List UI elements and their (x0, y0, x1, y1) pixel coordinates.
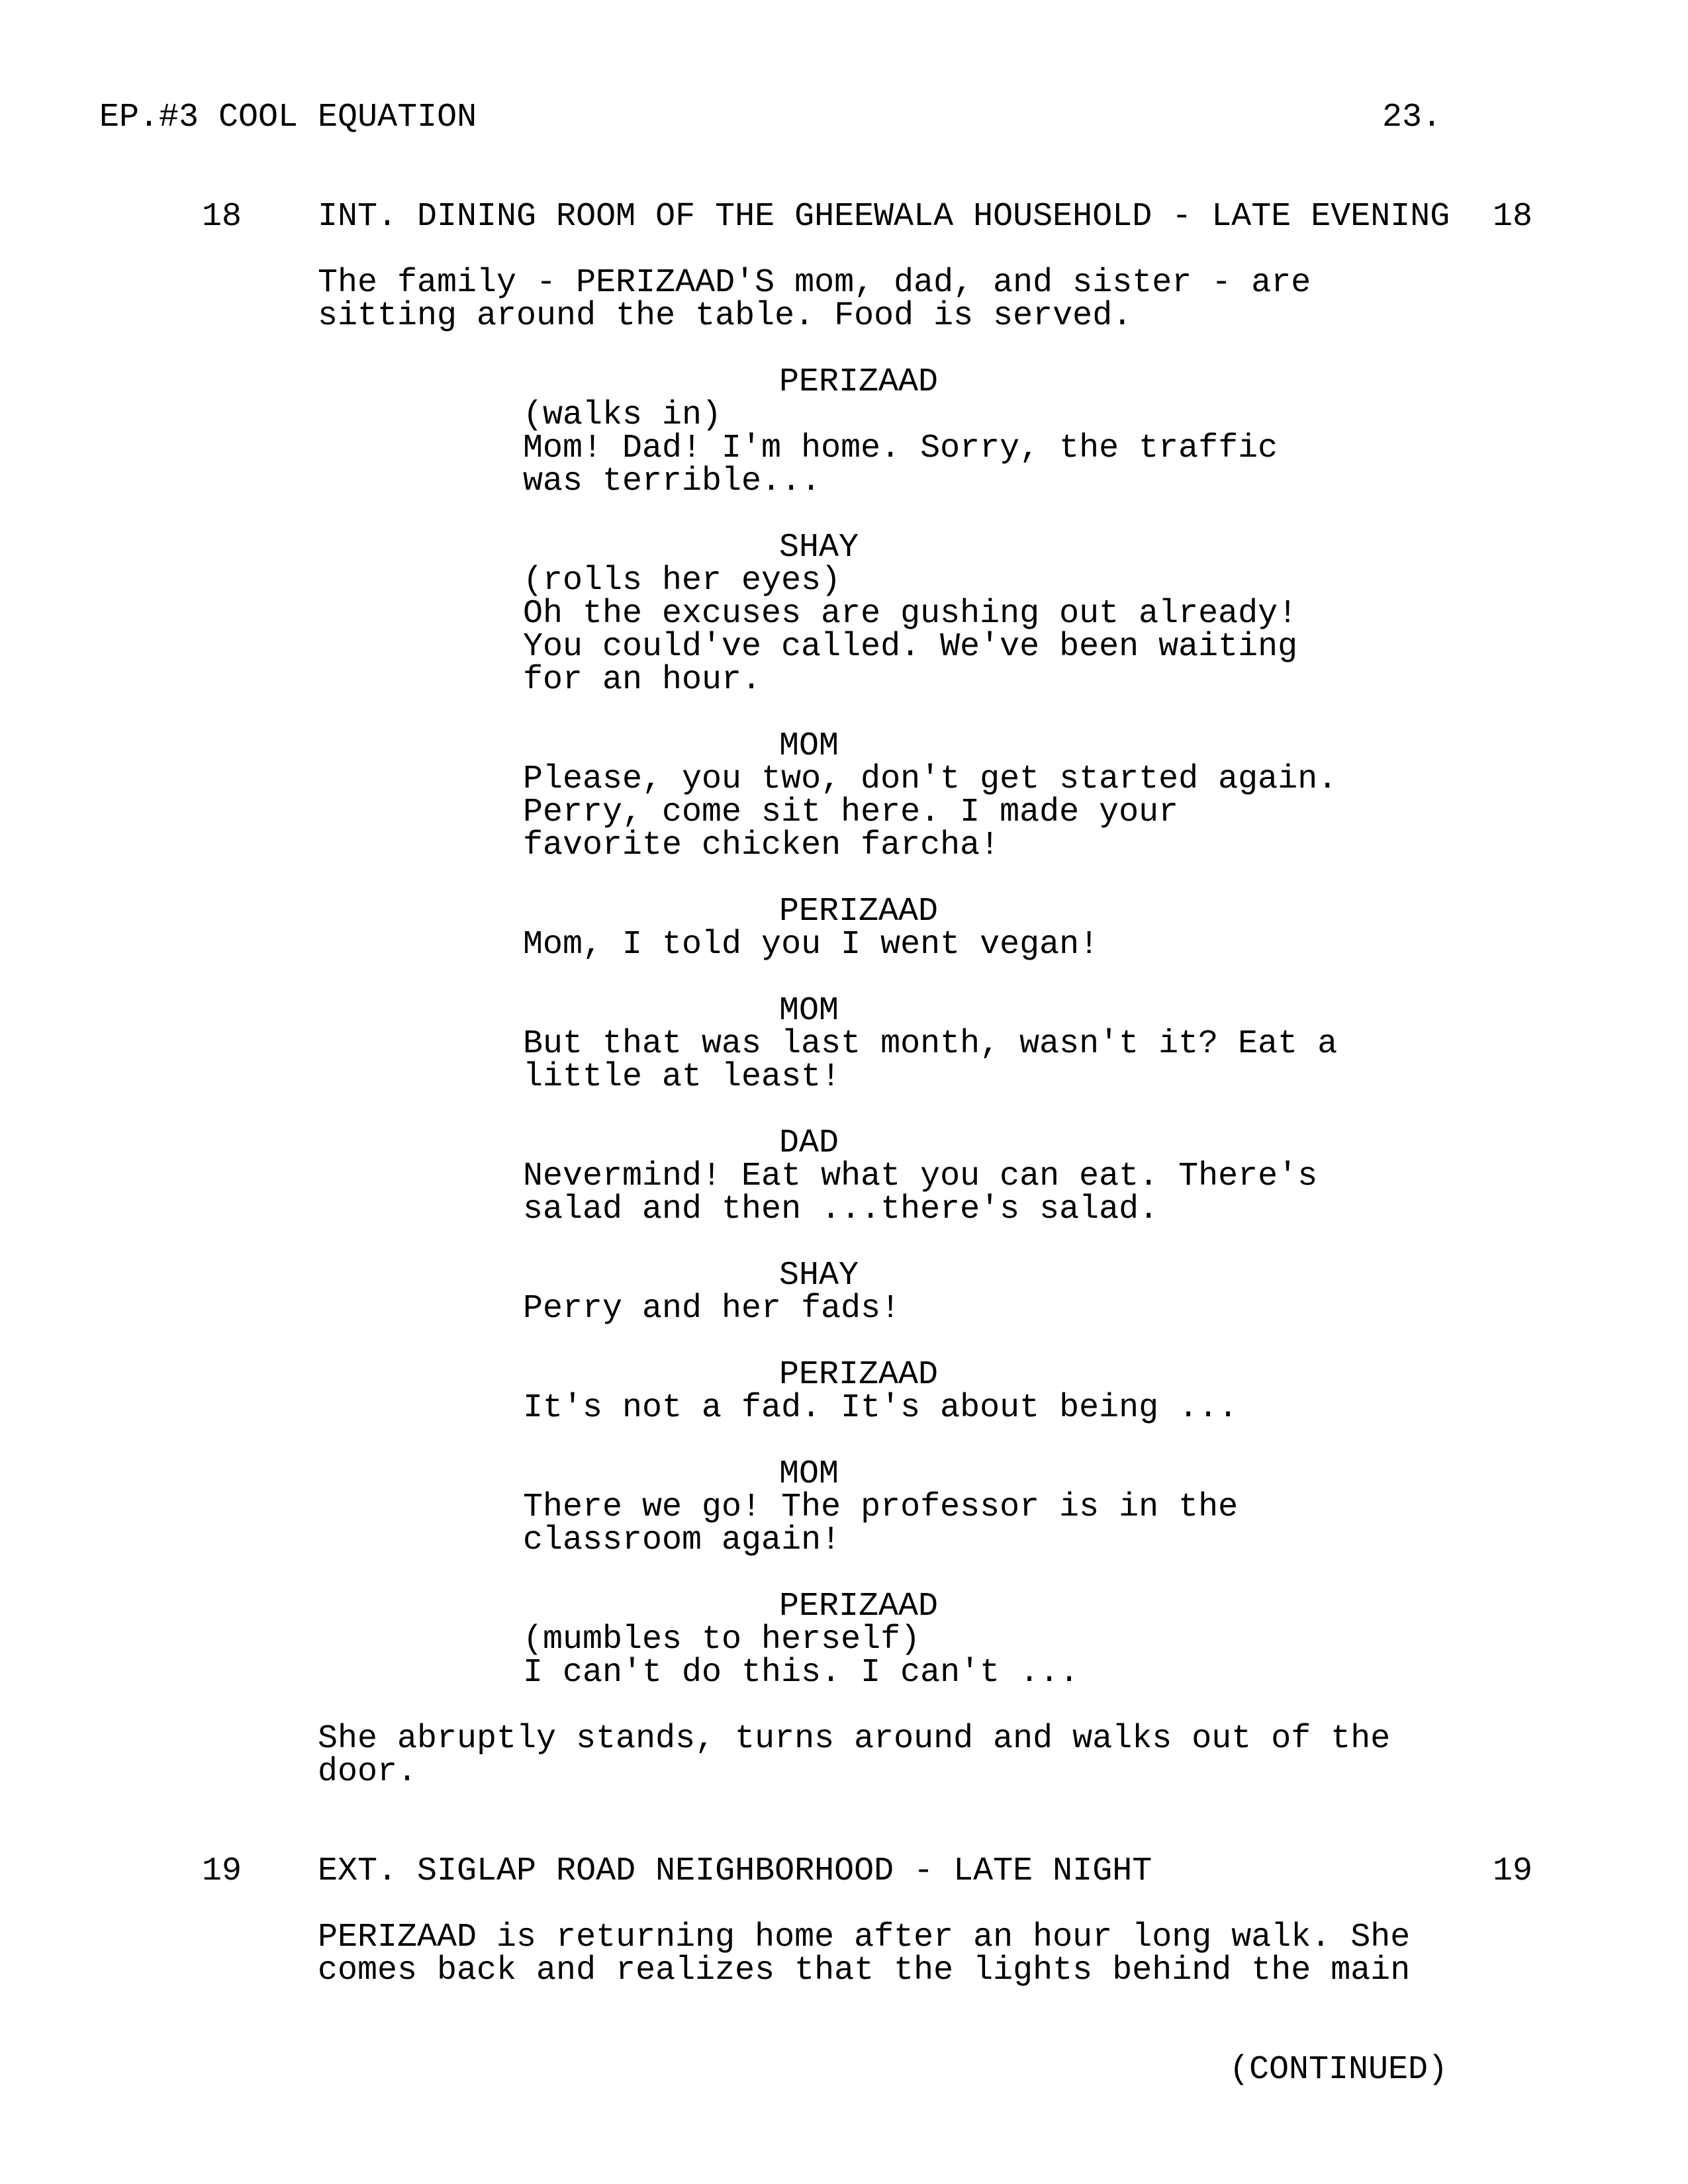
character-name: PERIZAAD (779, 893, 939, 931)
action-line: PERIZAAD is returning home after an hour long walk. She (318, 1919, 1411, 1956)
character-name: DAD (779, 1124, 839, 1162)
dialogue-line: There we go! The professor is in the (523, 1488, 1239, 1526)
dialogue-line: Perry, come sit here. I made your (523, 794, 1179, 831)
character-name: SHAY (779, 1257, 859, 1295)
action-line: comes back and realizes that the lights behind the main (318, 1952, 1411, 1989)
dialogue-line: Mom! Dad! I'm home. Sorry, the traffic (523, 430, 1278, 467)
character-name: MOM (779, 1455, 839, 1493)
dialogue-line: classroom again! (523, 1522, 841, 1559)
dialogue-line: favorite chicken farcha! (523, 827, 1000, 864)
scene-heading: EXT. SIGLAP ROAD NEIGHBORHOOD - LATE NIGHT (318, 1852, 1152, 1890)
page-number: 23. (1382, 99, 1442, 136)
dialogue-line: little at least! (523, 1058, 841, 1096)
header-episode-title: EP.#3 COOL EQUATION (99, 99, 477, 136)
dialogue-line: I can't do this. I can't ... (523, 1654, 1080, 1692)
dialogue-line: Perry and her fads! (523, 1290, 901, 1328)
dialogue-line: salad and then ...there's salad. (523, 1191, 1159, 1228)
character-name: PERIZAAD (779, 1588, 939, 1625)
dialogue-line: for an hour. (523, 661, 762, 699)
parenthetical: (mumbles to herself) (523, 1621, 921, 1659)
dialogue-line: But that was last month, wasn't it? Eat a (523, 1025, 1338, 1063)
continued-footer: (CONTINUED) (1229, 2051, 1448, 2089)
dialogue-line: It's not a fad. It's about being ... (523, 1389, 1239, 1427)
parenthetical: (walks in) (523, 396, 722, 434)
parenthetical: (rolls her eyes) (523, 562, 841, 600)
character-name: PERIZAAD (779, 1356, 939, 1394)
action-line: The family - PERIZAAD'S mom, dad, and sister - are (318, 264, 1311, 302)
dialogue-line: Oh the excuses are gushing out already! (523, 595, 1298, 633)
dialogue-line: was terrible... (523, 463, 821, 500)
dialogue-line: Nevermind! Eat what you can eat. There's (523, 1158, 1318, 1195)
action-line: sitting around the table. Food is served. (318, 297, 1133, 335)
scene-heading: INT. DINING ROOM OF THE GHEEWALA HOUSEHOLD - LATE EVENING (318, 198, 1450, 236)
character-name: PERIZAAD (779, 363, 939, 401)
dialogue-line: You could've called. We've been waiting (523, 628, 1298, 666)
character-name: MOM (779, 727, 839, 765)
scene-number-left: 19 (202, 1852, 242, 1890)
action-line: door. (318, 1753, 418, 1791)
character-name: SHAY (779, 529, 859, 567)
scene-number-right: 19 (1493, 1852, 1533, 1890)
dialogue-line: Please, you two, don't get started again. (523, 760, 1338, 798)
character-name: MOM (779, 992, 839, 1030)
dialogue-line: Mom, I told you I went vegan! (523, 926, 1100, 964)
scene-number-left: 18 (202, 198, 242, 236)
action-line: She abruptly stands, turns around and walks out of the (318, 1720, 1391, 1758)
scene-number-right: 18 (1493, 198, 1533, 236)
